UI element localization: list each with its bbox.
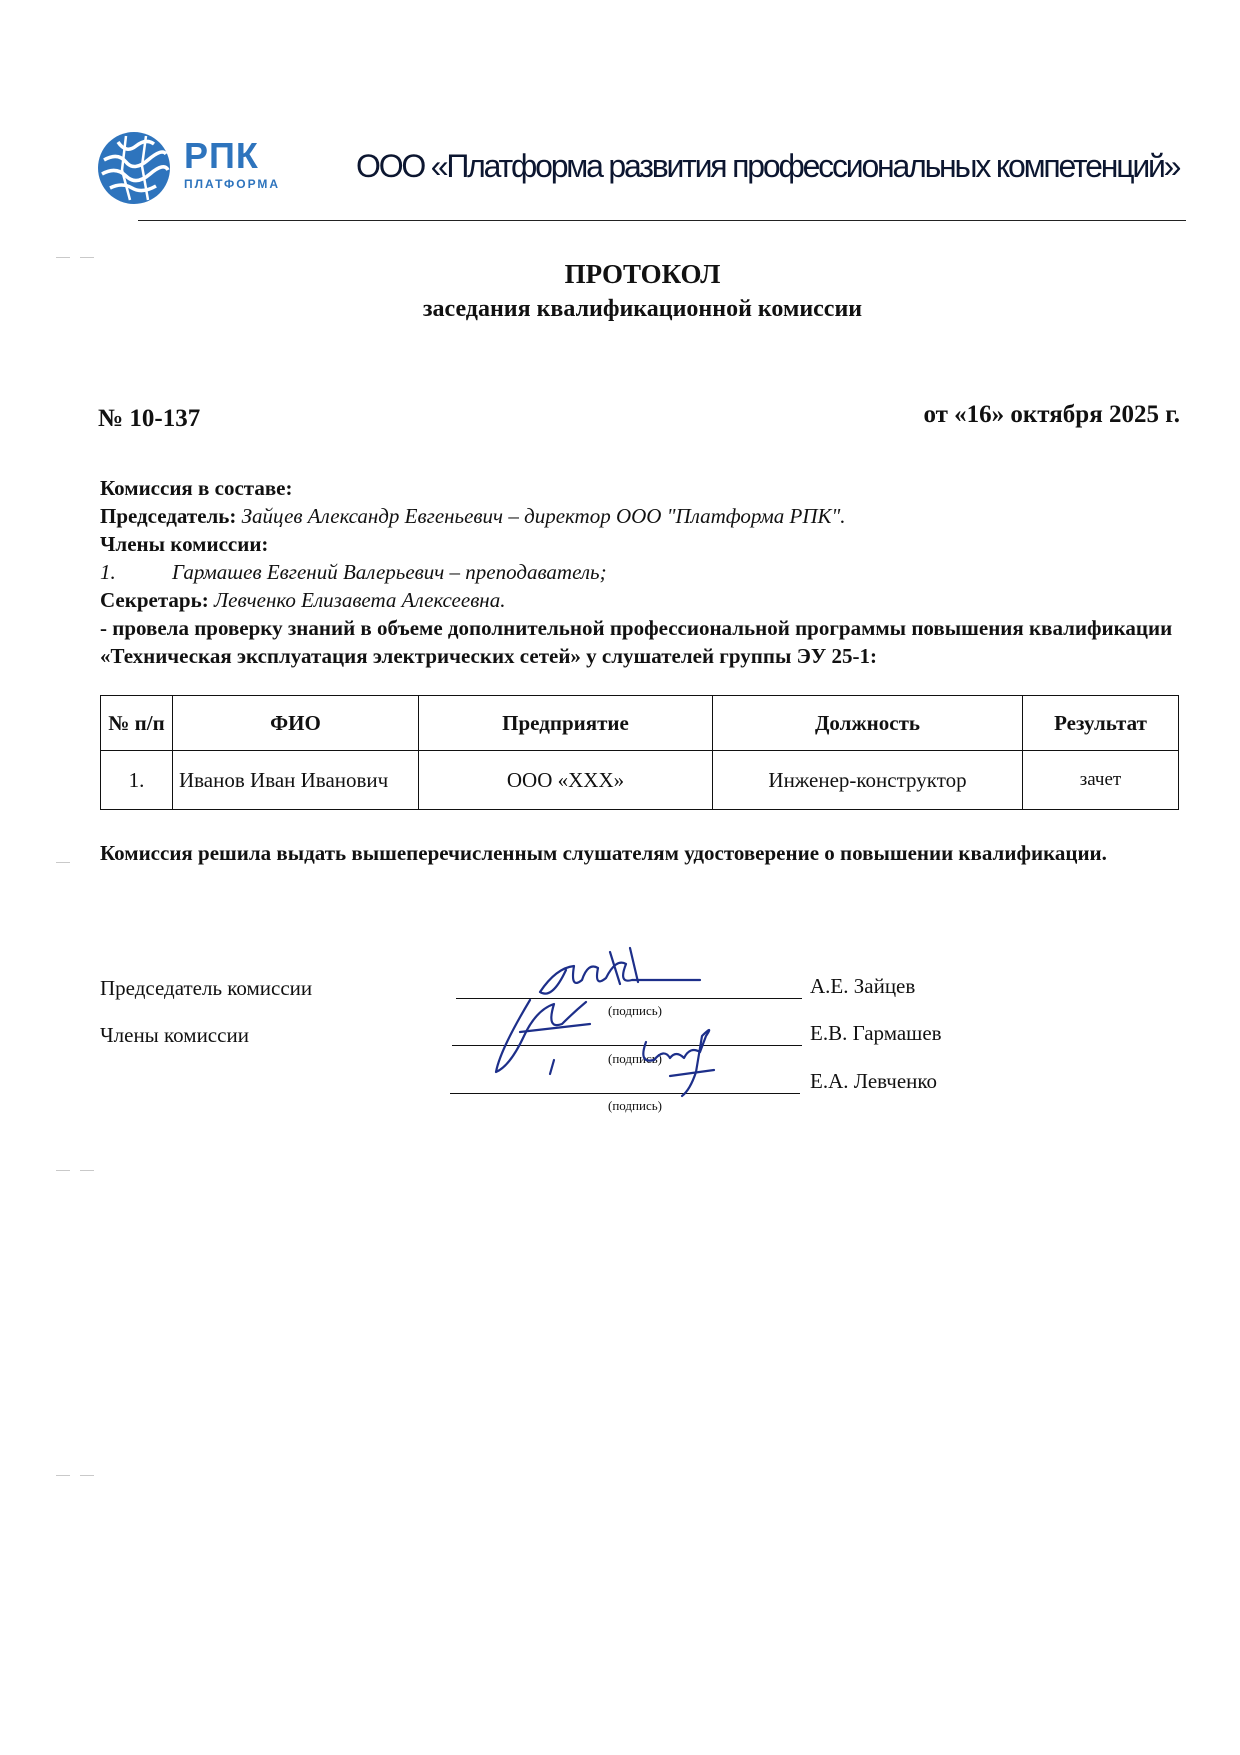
decision-text: Комиссия решила выдать вышеперечисленным слушателям удостоверение о повышении квалификации. (100, 841, 1107, 865)
member-line (100, 558, 1186, 586)
commission-heading: Комиссия в составе: (100, 476, 293, 500)
header-company: Предприятие (419, 696, 713, 751)
table-row (101, 751, 1179, 810)
member2-name: Е.А. Левченко (810, 1069, 938, 1093)
secretary-line (100, 586, 1186, 614)
rpk-logo-icon (96, 130, 172, 206)
chair-line (100, 502, 1186, 530)
scan-mark (56, 1170, 70, 1171)
check-text: - провела проверку знаний в объеме дополнительной профессиональной программы повышения квалификации «Техническая эксплуатация электрических сетей» у слушателей группы ЭУ 25-1: (100, 616, 1173, 668)
cell-num: 1. (101, 751, 173, 810)
members-label: Члены комиссии: (100, 532, 269, 556)
header-num: № п/п (101, 696, 173, 751)
logo-abbreviation: РПК (184, 135, 259, 176)
cell-company: ООО «ХХХ» (419, 751, 713, 810)
member2-signature-caption: (подпись) (608, 1098, 662, 1113)
scan-mark (80, 1475, 94, 1476)
header-position: Должность (713, 696, 1023, 751)
scan-mark (56, 1475, 70, 1476)
secretary-value: Левченко Елизавета Алексеевна. (208, 588, 506, 612)
member1-name: Е.В. Гармашев (810, 1021, 942, 1045)
logo-subtitle: ПЛАТФОРМА (184, 177, 281, 191)
cell-result: зачет (1023, 751, 1179, 810)
header-fio: ФИО (173, 696, 419, 751)
chair-name: А.Е. Зайцев (810, 974, 916, 998)
chair-label: Председатель: (100, 504, 237, 528)
cell-position: Инженер-конструктор (713, 751, 1023, 810)
protocol-date: от «16» октября 2025 г. (923, 401, 1180, 428)
document-title: ПРОТОКОЛ (564, 259, 721, 289)
handwritten-signature-icon (470, 940, 790, 1120)
chair-signature-caption: (подпись) (608, 1003, 662, 1018)
results-table (100, 695, 1179, 810)
member-text: Гармашев Евгений Валерьевич – преподаватель; (172, 560, 607, 584)
scan-mark (80, 1170, 94, 1171)
document-subtitle: заседания квалификационной комиссии (422, 296, 863, 322)
cell-fio: Иванов Иван Иванович (173, 751, 419, 810)
table-header-row (101, 696, 1179, 751)
members-role-label: Члены комиссии (100, 1023, 249, 1047)
scan-mark (56, 257, 70, 258)
chair-role-label: Председатель комиссии (100, 976, 313, 1000)
header-result: Результат (1023, 696, 1179, 751)
scan-mark (56, 862, 70, 863)
secretary-label: Секретарь: (100, 588, 209, 612)
header-divider (138, 220, 1186, 221)
chair-value: Зайцев Александр Евгеньевич – директор ООО "Платформа РПК". (236, 504, 846, 528)
protocol-number: № 10-137 (98, 405, 201, 432)
member-number: 1. (100, 560, 116, 584)
member1-signature-caption: (подпись) (608, 1051, 662, 1066)
commission-block (100, 474, 1186, 670)
scan-mark (80, 257, 94, 258)
organization-name: ООО «Платформа развития профессиональных компетенций» (356, 148, 1180, 184)
